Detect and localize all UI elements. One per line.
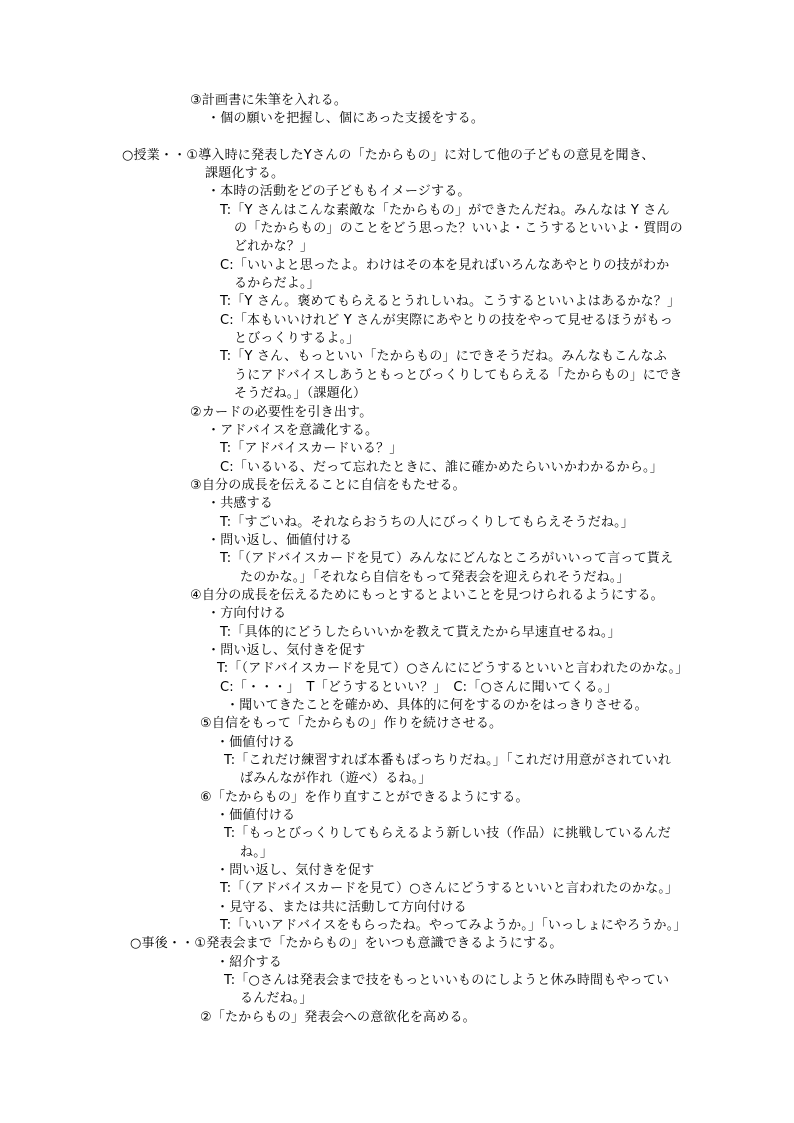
text-line: るからだよ。」 — [234, 276, 320, 291]
text-line: ・本時の活動をどの子どももイメージする。 — [207, 184, 471, 199]
text-line: ・方向付ける — [207, 606, 287, 621]
text-line: ②カードの必要性を引き出す。 — [190, 405, 373, 420]
text-line: ね。」 — [240, 845, 274, 860]
text-line: どれかな？」 — [234, 239, 314, 254]
text-line: T:「これだけ練習すれば本番もばっちりだね。」「これだけ用意がされていれ — [224, 753, 672, 768]
text-line: ③自分の成長を伝えることに自信をもたせる。 — [190, 478, 466, 493]
text-line: T:「（アドバイスカードを見て）みんなにどんなところがいいって言って貰え — [220, 551, 674, 566]
text-line: T:「すごいね。それならおうちの人にびっくりしてもらえそうだね。」 — [220, 515, 634, 530]
text-line: ・価値付ける — [216, 735, 296, 750]
text-line: ④自分の成長を伝えるためにもっとするとよいことを見つけられるようにする。 — [190, 588, 664, 603]
text-line: そうだね。」（課題化） — [234, 386, 367, 401]
text-line: ・アドバイスを意識化する。 — [207, 423, 379, 438]
text-line: ○授業・・①導入時に発表したYさんの「たからもの」に対して他の子どもの意見を聞き、 — [122, 148, 655, 163]
text-line: T:「具体的にどうしたらいいかを教えて貰えたから早速直せるね。」 — [220, 625, 621, 640]
text-line: T:「Y さん、もっといい「たからもの」にできそうだね。みんなもこんなふ — [220, 349, 667, 364]
text-line: T:「（アドバイスカードを見て）○さんににどうするといいと言われたのかな。」 — [217, 661, 689, 676]
text-line: T:「○さんは発表会まで技をもっといいものにしようと休み時間もやってい — [224, 973, 670, 988]
text-line: ・問い返し、気付きを促す — [216, 863, 375, 878]
text-line: T:「いいアドバイスをもらったね。やってみようか。」「いっしょにやろうか。」 — [220, 918, 687, 933]
text-line: の「たからもの」のことをどう思った？いいよ・こうするといいよ・質問の — [234, 221, 683, 236]
text-line: ○事後・・①発表会まで「たからもの」をいつも意識できるようにする。 — [130, 936, 563, 951]
text-line: ・問い返し、気付きを促す — [207, 643, 366, 658]
text-line: C:「いいよと思ったよ。わけはその本を見ればいろんなあやとりの技がわか — [220, 258, 670, 273]
text-line: うにアドバイスしあうともっとびっくりしてもらえる「たからもの」にでき — [234, 368, 683, 383]
text-line: ②「たからもの」発表会への意欲化を高める。 — [200, 1010, 476, 1025]
text-line: ・価値付ける — [216, 808, 296, 823]
text-line: ・聞いてきたことを確かめ、具体的に何をするのかをはっきりさせる。 — [226, 698, 648, 713]
text-line: たのかな。」「それなら自信をもって発表会を迎えられそうだね。」 — [240, 570, 630, 585]
text-line: ⑥「たからもの」を作り直すことができるようにする。 — [200, 790, 529, 805]
text-line: ・共感する — [207, 496, 274, 511]
text-line: ③計画書に朱筆を入れる。 — [190, 93, 348, 108]
text-line: T:「Y さん。褒めてもらえるとうれしいね。こうするといいよはあるかな？」 — [220, 294, 681, 309]
text-line: C:「本もいいけれど Y さんが実際にあやとりの技をやって見せるほうがもっ — [220, 313, 674, 328]
text-line: ⑤自信をもって「たからもの」作りを続けさせる。 — [200, 716, 503, 731]
text-line: ばみんなが作れ（遊べ）るね。」 — [240, 771, 432, 786]
text-line: T:「Y さんはこんな素敵な「たからもの」ができたんだね。みんなは Y さん — [220, 203, 670, 218]
text-line: C:「いるいる、だって忘れたときに、誰に確かめたらいいかわかるから。」 — [220, 460, 663, 475]
text-line: ・問い返し、価値付ける — [207, 533, 353, 548]
text-line: とびっくりするよ。」 — [234, 331, 360, 346]
text-line: T:「アドバイスカードいる？」 — [220, 441, 403, 456]
text-line: ・個の願いを把握し、個にあった支援をする。 — [207, 111, 485, 126]
text-line: C:「・・・」 T「どうするといい？」 C:「○さんに聞いてくる。」 — [220, 680, 618, 695]
text-line: 課題化する。 — [205, 166, 285, 181]
text-line: T:「もっとびっくりしてもらえるよう新しい技（作品）に挑戦しているんだ — [224, 826, 671, 841]
text-line: ・紹介する — [216, 955, 283, 970]
text-line: るんだね。」 — [240, 991, 313, 1006]
text-line: T:「（アドバイスカードを見て）○さんにどうするといいと言われたのかな。」 — [220, 881, 679, 896]
text-line: ・見守る、または共に活動して方向付ける — [216, 900, 467, 915]
